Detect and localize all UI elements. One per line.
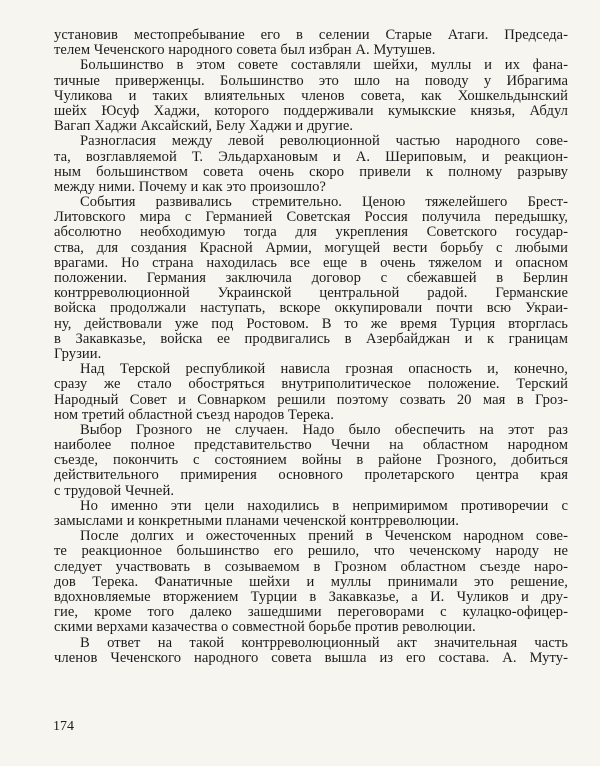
text-line: Вагап Хаджи Аксайский, Белу Хаджи и другие. [54, 118, 354, 135]
paragraph [54, 423, 568, 499]
page-number: 174 [53, 719, 74, 734]
text-line: Разногласия между левой революционной частью народного сове- [80, 133, 568, 150]
text-line: Но именно эти цели находились в непримиримом противоречии с [80, 497, 568, 514]
text-line: тичные приверженцы. Большинство это шло на поводу у Ибрагима [54, 72, 568, 89]
text-line: съезде, покончить с состоянием войны в районе Грозного, добиться [54, 452, 568, 469]
paragraph [54, 28, 568, 58]
text-line: сразу же стало обостряться внутриполитическое положение. Терский [54, 376, 568, 393]
text-line: врагами. Но страна находилась все еще в очень тяжелом и опасном [54, 254, 568, 271]
text-line: Народный Совет и Совнарком решили поэтому созвать 20 мая в Гроз- [54, 391, 568, 408]
text-line: Грузии. [54, 345, 102, 362]
text-line: Большинство в этом совете составляли шейхи, муллы и их фана- [80, 57, 568, 74]
text-line: положении. Германия заключила договор с сбежавшей в Берлин [54, 270, 568, 286]
text-line: Выбор Грозного не случаен. Надо было обеспечить на этот раз [80, 421, 568, 438]
text-line: ном третий областной съезд народов Терека. [54, 406, 334, 423]
text-line: членов Чеченского народного совета вышла из его состава. А. Муту- [54, 649, 568, 666]
text-line: шейх Юсуф Хаджи, которого поддерживали кумыкские князья, Абдул [54, 102, 568, 119]
text-line: следует участвовать в созываемом в Грозном областном съезде наро- [54, 558, 568, 575]
paragraph [54, 58, 568, 134]
text-line: дов Терека. Фанатичные шейхи и муллы принимали это решение, [54, 573, 568, 590]
text-line: ным большинством совета очень скоро привели к полному разрыву [54, 163, 568, 180]
text-line: Чуликова и таких влиятельных членов совета, как Хошкельдынский [54, 87, 568, 104]
text-line: После долгих и ожесточенных прений в Чеченском народном сове- [80, 528, 568, 545]
text-line: абсолютно необходимую тогда для укрепления Советского государ- [54, 224, 568, 241]
text-line: в Закавказье, войска ее продвигались в Азербайджан и к границам [54, 330, 568, 347]
text-line: В ответ на такой контрреволюционный акт значительная часть [80, 634, 568, 651]
text-line: между ними. Почему и как это произошло? [54, 178, 326, 195]
text-line: ну, действовали уже под Ростовом. В то же время Турция вторглась [54, 315, 568, 332]
text-line: Литовского мира с Германией Советская Россия получила передышку, [54, 209, 568, 226]
text-line: ства, для создания Красной Армии, могущей вести борьбу с любыми [54, 239, 568, 256]
text-line: гие, кроме того далеко зашедшими переговорами с кулацко-офицер- [54, 604, 568, 621]
text-line: наиболее полное представительство Чечни на областном народном [54, 437, 568, 454]
text-line: те реакционное большинство его решило, что чеченскому народу не [54, 543, 568, 560]
text-line: Над Терской республикой нависла грозная опасность и, конечно, [80, 361, 568, 378]
text-line: контрреволюционной Украинской центральной радой. Германские [54, 285, 568, 302]
paragraph [54, 636, 568, 666]
paragraph [54, 499, 568, 529]
text-line: замыслами и конкретными планами чеченской контрреволюции. [54, 513, 459, 529]
text-line: войска продолжали наступать, вскоре оккупировали почти всю Украи- [54, 300, 568, 317]
text-line: с трудовой Чечней. [54, 482, 175, 499]
text-line: вдохновляемые вторжением Турции в Закавказье, а И. Чуликов и дру- [54, 588, 568, 605]
paragraph [54, 195, 568, 362]
text-line: События развивались стремительно. Ценою тяжелейшего Брест- [80, 194, 568, 211]
text-line: скими верхами казачества о совместной борьбе против революции. [54, 619, 476, 636]
paragraph [54, 134, 568, 195]
text-line: действительного примирения основного пролетарского центра края [54, 467, 568, 484]
paragraph [54, 529, 568, 635]
paragraph [54, 362, 568, 423]
text-line: та, возглавляемой Т. Эльдархановым и А. Шериповым, и реакцион- [54, 148, 568, 165]
text-line: установив местопребывание его в селении Старые Атаги. Председа- [54, 27, 568, 43]
page-text [54, 28, 568, 666]
text-line: телем Чеченского народного совета был избран А. Мутушев. [54, 42, 436, 59]
